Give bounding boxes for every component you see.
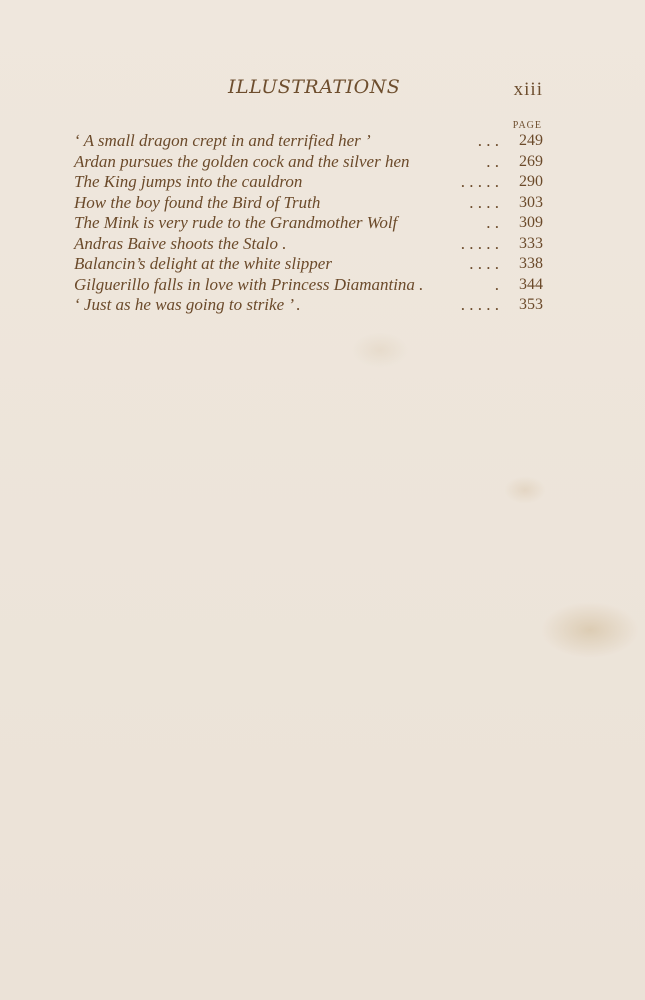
- illustration-caption: The King jumps into the cauldron: [74, 172, 303, 191]
- illustration-page: 269: [519, 152, 543, 170]
- list-item: [74, 152, 543, 173]
- illustration-page: 338: [519, 255, 543, 272]
- illustration-caption: ‘ A small dragon crept in and terrified her ’: [74, 131, 371, 150]
- list-item: [74, 131, 543, 152]
- illustrations-list: [74, 131, 543, 316]
- dot-leader: . .: [486, 151, 499, 171]
- illustration-page: 353: [519, 296, 543, 313]
- illustration-page: 249: [519, 132, 543, 149]
- illustration-page: 309: [519, 214, 543, 231]
- dot-leader: . . . .: [469, 192, 499, 212]
- dot-leader: . .: [486, 213, 499, 232]
- list-item: [74, 275, 543, 296]
- list-item: [74, 193, 543, 214]
- dot-leader: . . .: [477, 131, 499, 150]
- illustration-caption: Andras Baive shoots the Stalo .: [74, 233, 287, 253]
- dot-leader: . . . . .: [460, 233, 499, 253]
- list-item: [74, 254, 543, 275]
- dot-leader: . . . . .: [460, 295, 499, 314]
- illustration-caption: Gilguerillo falls in love with Princess Diamantina .: [74, 274, 424, 294]
- dot-leader: .: [494, 274, 499, 294]
- page-column-label: PAGE: [512, 120, 542, 131]
- list-item: [74, 234, 543, 255]
- illustration-page: 333: [519, 234, 543, 252]
- illustration-caption: The Mink is very rude to the Grandmother Wolf: [74, 213, 398, 232]
- illustration-page: 344: [519, 275, 543, 293]
- illustration-page: 303: [519, 193, 543, 211]
- illustration-caption: ‘ Just as he was going to strike ’ .: [74, 295, 301, 314]
- page-number: xiii: [513, 79, 543, 100]
- dot-leader: . . . .: [469, 254, 499, 273]
- list-item: [74, 213, 543, 234]
- running-title: ILLUSTRATIONS: [228, 76, 401, 98]
- illustration-caption: Ardan pursues the golden cock and the silver hen: [74, 151, 410, 171]
- illustration-caption: How the boy found the Bird of Truth: [74, 192, 321, 212]
- page-header: [0, 76, 645, 102]
- list-item: [74, 172, 543, 193]
- illustration-caption: Balancin’s delight at the white slipper: [74, 254, 332, 273]
- dot-leader: . . . . .: [460, 172, 499, 191]
- illustration-page: 290: [519, 173, 543, 190]
- list-item: [74, 295, 543, 316]
